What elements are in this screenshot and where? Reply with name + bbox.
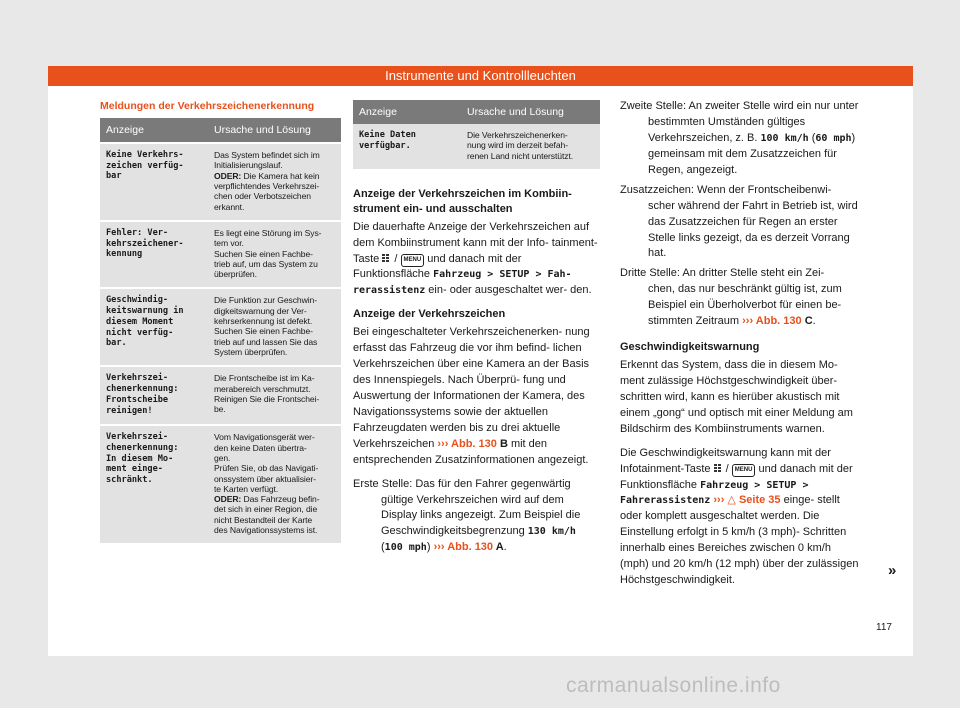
display-message: Geschwindig- keitswarnung in diesem Moment nicht verfüg- bar. <box>100 289 208 365</box>
heading-display: Anzeige der Verkehrszeichen <box>353 308 506 321</box>
text: / <box>391 252 401 265</box>
display-message: Keine Verkehrs- zeichen verfüg- bar <box>100 144 208 220</box>
infotainment-grid-icon <box>714 464 723 472</box>
first-position <box>353 477 600 557</box>
menu-button-icon: MENU <box>732 464 756 477</box>
text: und danach mit der Funktionsfläche <box>620 462 853 491</box>
figure-link[interactable]: ››› Abb. 130 <box>742 315 802 328</box>
speed-value: 130 km/h <box>527 526 576 538</box>
table-row <box>100 367 341 424</box>
heading-speed-warning: Geschwindigkeitswarnung <box>620 341 760 354</box>
table-row <box>100 289 341 365</box>
menu-button-icon: MENU <box>401 254 425 267</box>
column-header-cause: Ursache und Lösung <box>208 118 341 142</box>
cause-text-part: Das Fahrzeug befin- det sich in einer Region, die nicht Bestandteil der Karte des Navigationssystems ist. <box>214 494 320 536</box>
continue-arrow: » <box>888 562 897 579</box>
cause-text-part: Die Funktion zur Geschwin- digkeitswarnung der Ver- kehrserkennung ist defekt. Suchen Sie einen Fachbe- trieb auf und lassen Sie das System überprüfen. <box>214 295 318 357</box>
text: ) <box>426 541 434 554</box>
infotainment-grid-icon <box>382 254 391 262</box>
table-row <box>353 124 600 169</box>
cause-text-bold: ODER: <box>214 494 242 505</box>
speed-value: 100 mph <box>384 542 427 554</box>
no-data-table <box>353 100 600 169</box>
second-position <box>620 99 860 179</box>
text: Die Geschwindigkeitswarnung kann mit der Infotainment-Taste <box>620 446 831 475</box>
text: Dritte Stelle: An dritter Stelle steht ein Zei- chen, das nur beschränkt gültig ist, zum Beispiel ein Überholverbot für einen be- stimmten Zeitraum <box>620 267 842 328</box>
page-link-arrows[interactable]: ››› <box>710 494 728 507</box>
function-path: Fahrzeug > SETUP > Fah- rerassistenz <box>353 269 572 297</box>
cause-text <box>208 144 341 220</box>
messages-section <box>100 100 341 543</box>
text: ) gemeinsam mit dem Zusatzzeichen für Regen, angezeigt. <box>648 131 856 176</box>
page-number: 117 <box>876 622 892 633</box>
cause-text-part: Die Kamera hat kein verpflichtendes Verkehrszei- chen oder Verbotszeichen erkannt. <box>214 170 320 212</box>
paragraph-speed-settings <box>620 446 860 589</box>
heading-onoff: Anzeige der Verkehrszeichen im Kombiin- strument ein- und ausschalten <box>353 187 572 215</box>
display-message: Verkehrszei- chenerkennung: In diesem Mo- ment einge- schränkt. <box>100 426 208 543</box>
text: Bei eingeschalteter Verkehrszeichenerken- nung erfasst das Fahrzeug die vor ihm befind- lichen Verkehrszeichen über eine Kamera an der Basis des Innenspiegels. Nach Überprü- fung und Auswertung der Informationen der Kamera, des Navigationssystems sowie der aktuellen Fahrzeugdaten werden bis zu drei aktuelle Verkehrszeichen <box>353 326 590 450</box>
text: Die dauerhafte Anzeige der Verkehrszeichen auf dem Kombiinstrument kann mit der Info- tainment-Taste <box>353 220 598 265</box>
text: ( <box>808 131 816 144</box>
table-row <box>100 144 341 220</box>
paragraph-display <box>353 325 600 468</box>
page-link[interactable]: Seite 35 <box>735 494 781 507</box>
page-header: Instrumente und Kontrollleuchten <box>48 66 913 86</box>
section-title: Meldungen der Verkehrszeichenerkennung <box>100 100 315 112</box>
watermark: carmanualsonline.info <box>566 674 781 697</box>
column-header-cause: Ursache und Lösung <box>461 100 600 124</box>
cause-text <box>208 222 341 288</box>
column-header-display: Anzeige <box>100 118 208 142</box>
cause-text <box>208 289 341 365</box>
figure-letter: B <box>496 437 508 450</box>
speed-value: 100 km/h <box>760 132 809 144</box>
display-message: Verkehrszei- chenerkennung: Frontscheibe reinigen! <box>100 367 208 424</box>
paragraph-onoff <box>353 220 600 300</box>
text: . <box>503 541 507 554</box>
third-position <box>620 266 860 330</box>
figure-letter: C <box>801 315 813 328</box>
page-reference-icon: △ <box>727 494 736 507</box>
text: . <box>812 315 816 328</box>
messages-table <box>100 118 341 543</box>
text: Erste Stelle: Das für den Fahrer gegenwärtig gültige Verkehrszeichen wird auf dem Display links angezeigt. Zum Beispiel die Geschwindigkeitsbegrenzung <box>353 477 581 538</box>
paragraph-speed-warning: Erkennt das System, dass die in diesem Mo- ment zulässige Höchstgeschwindigkeit über- schritten wird, kann es hierüber akustisch mit einem „gong“ und optisch mit einer Meldung am Bildschirm des Kombiinstruments warnen. <box>620 358 853 435</box>
speed-value: 60 mph <box>815 132 852 144</box>
function-path: Fahrzeug > SETUP > Fahrerassistenz <box>620 479 809 507</box>
text: mit den entsprechenden Zusatzinformationen angezeigt. <box>353 437 589 466</box>
cause-text-part: Das System befindet sich im Initialisierungslauf. <box>214 150 320 171</box>
cause-text-part: Es liegt eine Störung im Sys- tem vor. Suchen Sie einen Fachbe- trieb auf, um das System zu überprüfen. <box>214 227 322 280</box>
figure-link[interactable]: ››› Abb. 130 <box>433 541 494 554</box>
cause-text-part: Vom Navigationsgerät wer- den keine Daten übertra- gen. Prüfen Sie, ob das Navigati- onssystem über aktualisier- te Karten verfügt. <box>214 432 319 494</box>
right-column <box>620 99 860 597</box>
column-header-display: Anzeige <box>353 100 461 124</box>
cause-text <box>208 426 341 543</box>
text: ein- oder ausgeschaltet wer- den. <box>425 284 592 297</box>
text: einge- stellt oder komplett ausgeschaltet werden. Die Einstellung erfolgt in 5 km/h (3 mph)- Schritten innerhalb eines Bereiches zwischen 0 km/h (mph) und 20 km/h (12 mph) über der zulässigen Höchstgeschwindigkeit. <box>620 494 859 587</box>
cause-text-bold: ODER: <box>214 170 242 181</box>
display-message: Fehler: Ver- kehrszeichener- kennung <box>100 222 208 288</box>
cause-text <box>208 367 341 424</box>
table-row <box>100 426 341 543</box>
text: ( <box>381 541 385 554</box>
table-row <box>100 222 341 288</box>
figure-letter: A <box>493 541 504 554</box>
text: und danach mit der Funktionsfläche <box>353 252 522 281</box>
additional-sign: Zusatzzeichen: Wenn der Frontscheibenwi- scher während der Fahrt in Betrieb ist, wird das Zusatzzeichen für Regen an erster Stelle links gezeigt, da es derzeit Vorrang hat. <box>620 183 858 260</box>
figure-link[interactable]: ››› Abb. 130 <box>437 437 497 450</box>
cause-text-part: Die Frontscheibe ist im Ka- merabereich verschmutzt. Reinigen Sie die Frontschei- be. <box>214 373 320 415</box>
display-message: Keine Daten verfügbar. <box>353 124 461 169</box>
middle-column <box>353 100 600 560</box>
text: / <box>722 462 732 475</box>
cause-text: Die Verkehrszeichenerken- nung wird im derzeit befah- renen Land nicht unterstützt. <box>461 124 600 169</box>
text: Zweite Stelle: An zweiter Stelle wird ein nur unter bestimmten Umständen gültiges Verkehrszeichen, z. B. <box>620 100 859 144</box>
